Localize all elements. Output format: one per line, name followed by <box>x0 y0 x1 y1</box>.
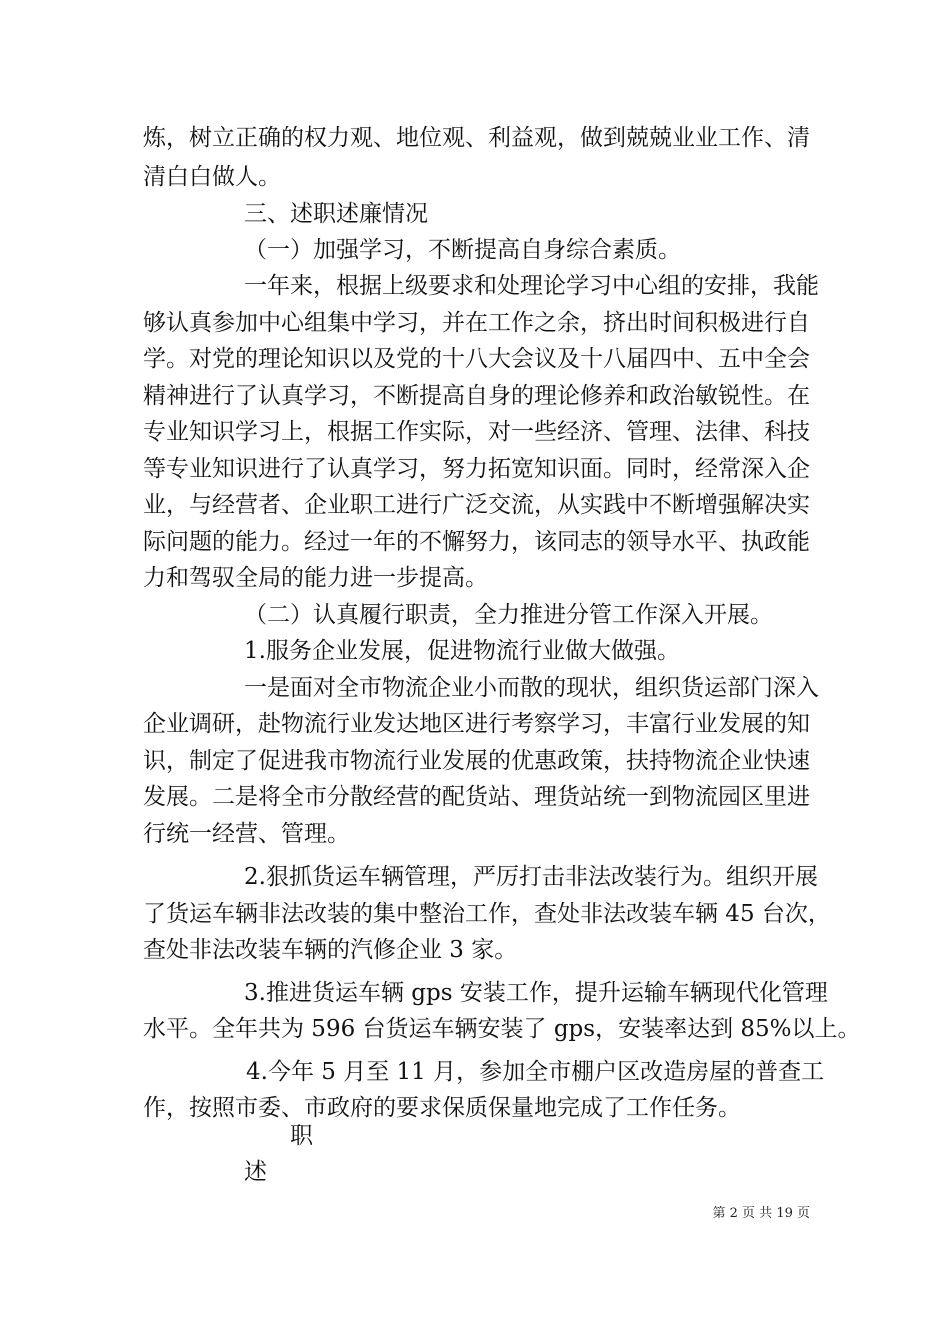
page-number-footer: 第 2 页 共 19 页 <box>712 1206 810 1221</box>
document-page: 炼，树立正确的权力观、地位观、利益观，做到兢兢业业工作、清 清白白做人。 三、述职述廉情况 （一）加强学习，不断提高自身综合素质。 一年来，根据上级要求和处理论学习中心组的安排，我能 够认真参加中心组集中学习，并在工作之余，挤出时间积极进行自 学。对党的理论知识以及党的十八大会议及十八届四中、五中全会 精神进行了认真学习，不断提高自身的理论修养和政治敏锐性。在 专业知识学习上，根据工作实际，对一些经济、管理、法律、科技 等专业知识进行了认真学习，努力拓宽知识面。同时，经常深入企 业，与经营者、企业职工进行广泛交流，从实践中不断增强解决实 际问题的能力。经过一年的不懈努力，该同志的领导水平、执政能 力和驾驭全局的能力进一步提高。 （二）认真履行职责，全力推进分管工作深入开展。 1.服务企业发展，促进物流行业做大做强。 一是面对全市物流企业小而散的现状，组织货运部门深入 企业调研，赴物流行业发达地区进行考察学习，丰富行业发展的知 识，制定了促进我市物流行业发展的优惠政策，扶持物流企业快速 发展。二是将全市分散经营的配货站、理货站统一到物流园区里进 行统一经营、管理。 2.狠抓货运车辆管理，严厉打击非法改装行为。组织开展 了货运车辆非法改装的集中整治工作，查处非法改装车辆 45 台次， 查处非法改装车辆的汽修企业 3 家。 3.推进货运车辆 gps 安装工作，提升运输车辆现代化管理 水平。全年共为 596 台货运车辆安装了 gps，安装率达到 85%以上。 4.今年 5 月至 11 月，参加全市棚户区改造房屋的普查工 作，按照市委、市政府的要求保质保量地完成了工作任务。 职 述 第 2 页 共 19 页 <box>143 125 861 1221</box>
